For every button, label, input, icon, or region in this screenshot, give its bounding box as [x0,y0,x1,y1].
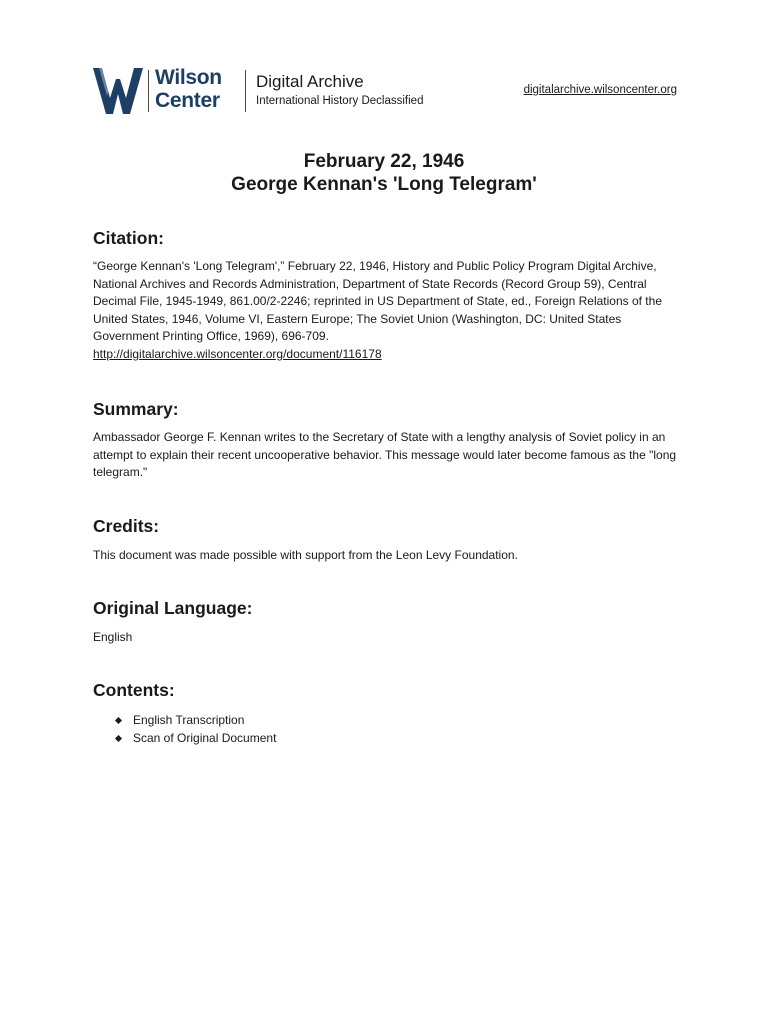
logo-divider-secondary [245,70,246,112]
credits-heading: Credits: [93,516,160,536]
wilson-center-w-icon [93,68,143,114]
summary-heading: Summary: [93,399,179,419]
document-date: February 22, 1946 [303,151,465,172]
document-title: George Kennan's 'Long Telegram' [231,174,537,195]
logo-divider [148,70,149,112]
original-language-text: English [93,630,133,644]
document-title-block [0,150,768,196]
archive-title: Digital Archive [256,72,364,91]
logo-wordmark-line2: Center [155,89,220,112]
contents-heading: Contents: [93,680,175,700]
citation-link[interactable]: http://digitalarchive.wilsoncenter.org/document/116178 [93,346,382,361]
logo-wordmark-line1: Wilson [155,66,222,89]
original-language-heading: Original Language: [93,598,253,618]
summary-text: Ambassador George F. Kennan writes to the Secretary of State with a lengthy analysis of Soviet policy in an attempt to explain their recent uncooperative behavior. This message would later become famous as the "long telegram." [93,430,677,480]
contents-list [116,712,276,747]
bullet-diamond-icon [115,735,122,742]
credits-text: This document was made possible with support from the Leon Levy Foundation. [93,548,518,562]
bullet-diamond-icon [115,717,122,724]
site-url-link[interactable]: digitalarchive.wilsoncenter.org [523,84,677,96]
contents-item-label: English Transcription [133,713,245,727]
header [93,68,677,114]
citation-text [93,258,683,364]
citation-heading: Citation: [93,228,164,248]
citation-body: “George Kennan's 'Long Telegram',” February 22, 1946, History and Public Policy Program Digital Archive, National Archives and Records Administration, Department of State Records (Record Group 59), Central Decimal File, 1945-1949, 861.00/2-2246; reprinted in US Department of State, ed., Foreign Relations of the United States, 1946, Volume VI, Eastern Europe; The Soviet Union (Washington, DC: United States Government Printing Office, 1969), 696-709. [93,259,662,344]
contents-item[interactable] [116,730,276,748]
archive-subtitle: International History Declassified [256,95,424,107]
contents-item-label: Scan of Original Document [133,730,277,745]
contents-item[interactable] [116,712,276,730]
